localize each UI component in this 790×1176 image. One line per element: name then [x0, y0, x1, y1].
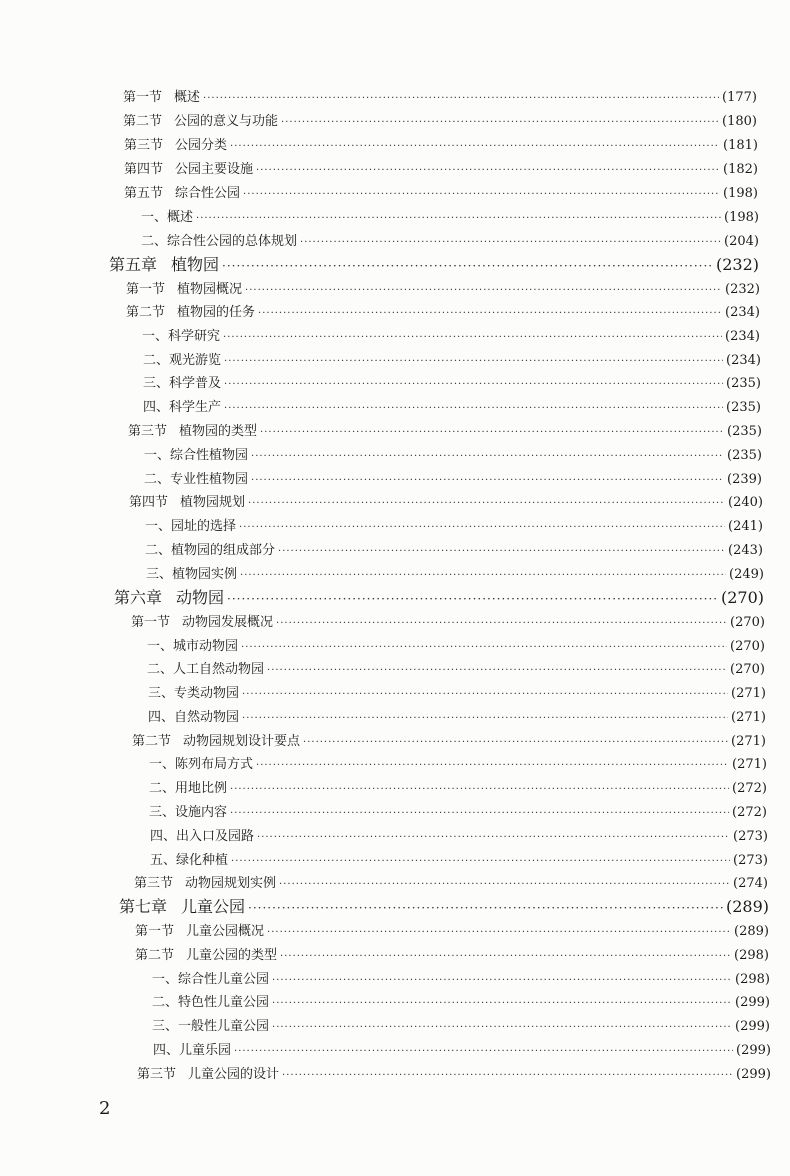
toc-entry-title: 二、植物园的组成部分	[145, 543, 276, 558]
toc-entry-label	[149, 755, 253, 775]
toc-dot-leader	[281, 113, 719, 133]
toc-entry-label	[144, 446, 248, 466]
toc-section-entry	[134, 874, 768, 894]
toc-subitem-entry	[143, 374, 761, 394]
toc-entry-title: 四、出入口及园路	[150, 829, 255, 844]
toc-entry-page: (270)	[730, 615, 765, 630]
toc-entry-page: (274)	[733, 876, 768, 891]
toc-entry-label	[114, 586, 224, 610]
toc-entry-number: 第一节	[123, 90, 163, 105]
toc-dot-leader	[256, 756, 729, 776]
toc-entry-page: (271)	[731, 686, 766, 701]
toc-entry-number: 第二节	[135, 948, 175, 963]
toc-entry-title: 公园分类	[175, 138, 228, 153]
toc-entry-label	[146, 565, 237, 585]
toc-dot-leader	[242, 709, 728, 729]
toc-entry-page: (289)	[734, 924, 769, 939]
toc-entry-label	[143, 351, 221, 371]
toc-entry-label	[135, 922, 264, 942]
toc-entry-label	[131, 613, 273, 633]
toc-dot-leader	[224, 352, 723, 372]
toc-entry-label	[134, 874, 276, 894]
toc-entry-label	[126, 303, 255, 323]
toc-entry-label	[124, 136, 227, 156]
toc-subitem-entry	[152, 993, 770, 1013]
toc-dot-leader	[230, 804, 729, 824]
toc-subitem-entry	[147, 637, 765, 657]
toc-entry-page: (234)	[725, 329, 760, 344]
toc-entry-page: (182)	[723, 162, 758, 177]
toc-dot-leader	[303, 733, 728, 753]
toc-dot-leader	[245, 281, 722, 301]
toc-entry-page: (299)	[735, 1019, 770, 1034]
toc-entry-page: (270)	[730, 662, 765, 677]
toc-section-entry	[124, 160, 758, 180]
toc-entry-title: 四、儿童乐园	[153, 1043, 232, 1058]
toc-subitem-entry	[148, 708, 766, 728]
toc-dot-leader	[222, 254, 713, 278]
toc-section-entry	[128, 422, 762, 442]
toc-entry-title: 动物园发展概况	[182, 615, 274, 630]
toc-entry-title: 植物园	[171, 255, 220, 274]
toc-entry-title: 一、综合性儿童公园	[152, 972, 270, 987]
toc-entry-label	[150, 851, 228, 871]
toc-entry-page: (243)	[728, 543, 763, 558]
toc-entry-page: (272)	[732, 805, 767, 820]
toc-subitem-entry	[149, 755, 767, 775]
toc-entry-title: 儿童公园	[181, 897, 246, 916]
toc-entry-number: 第五章	[109, 255, 158, 274]
toc-entry-label	[145, 541, 275, 561]
toc-dot-leader	[256, 161, 720, 181]
toc-section-entry	[124, 184, 758, 204]
toc-entry-page: (271)	[731, 734, 766, 749]
toc-entry-number: 第一节	[131, 615, 171, 630]
toc-dot-leader	[276, 614, 727, 634]
toc-subitem-entry	[150, 851, 768, 871]
toc-entry-page: (298)	[735, 972, 770, 987]
toc-entry-page: (181)	[723, 138, 758, 153]
toc-dot-leader	[272, 994, 732, 1014]
toc-entry-title: 综合性公园	[175, 186, 241, 201]
toc-entry-page: (232)	[725, 282, 760, 297]
toc-entry-label	[109, 253, 219, 277]
toc-section-entry	[129, 493, 763, 513]
toc-entry-label	[144, 470, 248, 490]
toc-dot-leader	[267, 923, 731, 943]
toc-dot-leader	[203, 89, 719, 109]
toc-subitem-entry	[145, 541, 763, 561]
toc-entry-page: (299)	[735, 995, 770, 1010]
toc-entry-page: (180)	[722, 114, 757, 129]
toc-entry-number: 第三节	[134, 876, 174, 891]
toc-section-entry	[126, 303, 760, 323]
toc-entry-label	[152, 970, 269, 990]
toc-entry-title: 二、特色性儿童公园	[152, 995, 270, 1010]
toc-entry-page: (234)	[726, 353, 761, 368]
toc-dot-leader	[278, 542, 725, 562]
toc-entry-label	[124, 160, 253, 180]
toc-subitem-entry	[146, 565, 764, 585]
toc-dot-leader	[258, 304, 722, 324]
toc-entry-title: 一、陈列布局方式	[149, 757, 254, 772]
toc-entry-page: (198)	[724, 210, 759, 225]
toc-entry-label	[147, 660, 264, 680]
toc-entry-title: 二、综合性公园的总体规划	[141, 234, 298, 249]
toc-dot-leader	[242, 685, 728, 705]
toc-entry-label	[148, 708, 239, 728]
toc-entry-page: (234)	[725, 305, 760, 320]
toc-entry-title: 植物园规划	[180, 495, 246, 510]
toc-entry-title: 二、人工自然动物园	[147, 662, 265, 677]
toc-chapter-entry	[114, 586, 764, 610]
toc-entry-title: 一、园址的选择	[145, 519, 237, 534]
toc-section-entry	[135, 946, 769, 966]
toc-dot-leader	[272, 1018, 732, 1038]
toc-entry-number: 第四节	[124, 162, 164, 177]
toc-entry-number: 第三节	[124, 138, 164, 153]
toc-dot-leader	[224, 399, 723, 419]
toc-entry-title: 三、植物园实例	[146, 567, 238, 582]
toc-entry-title: 二、观光游览	[143, 353, 222, 368]
toc-entry-page: (204)	[724, 234, 759, 249]
toc-dot-leader	[196, 209, 721, 229]
toc-entry-number: 第二节	[123, 114, 163, 129]
toc-entry-page: (198)	[723, 186, 758, 201]
toc-entry-label	[124, 184, 240, 204]
toc-dot-leader	[224, 375, 723, 395]
toc-entry-page: (273)	[733, 829, 768, 844]
toc-entry-title: 三、设施内容	[149, 805, 228, 820]
toc-entry-number: 第一节	[126, 282, 166, 297]
toc-entry-title: 公园主要设施	[175, 162, 254, 177]
toc-dot-leader	[251, 447, 724, 467]
toc-entry-title: 公园的意义与功能	[174, 114, 279, 129]
page-number: 2	[99, 1098, 111, 1119]
toc-entry-page: (273)	[733, 853, 768, 868]
toc-entry-title: 二、专业性植物园	[144, 472, 249, 487]
toc-entry-page: (232)	[715, 255, 759, 274]
toc-entry-number: 第二节	[132, 734, 172, 749]
toc-entry-label	[143, 398, 221, 418]
toc-section-entry	[124, 136, 758, 156]
toc-entry-page: (177)	[722, 90, 757, 105]
toc-section-entry	[132, 732, 766, 752]
toc-dot-leader	[231, 852, 730, 872]
toc-dot-leader	[272, 971, 732, 991]
toc-entry-label	[147, 637, 238, 657]
toc-subitem-entry	[145, 517, 763, 537]
toc-dot-leader	[282, 1066, 733, 1086]
toc-entry-page: (240)	[728, 495, 763, 510]
toc-entry-page: (235)	[726, 376, 761, 391]
toc-entry-label	[141, 208, 193, 228]
toc-section-entry	[131, 613, 765, 633]
toc-entry-page: (299)	[736, 1043, 771, 1058]
toc-entry-number: 第二节	[126, 305, 166, 320]
toc-entry-page: (270)	[730, 639, 765, 654]
toc-dot-leader	[248, 896, 723, 920]
toc-entry-label	[129, 493, 245, 513]
toc-subitem-entry	[141, 208, 759, 228]
toc-entry-title: 一、城市动物园	[147, 639, 239, 654]
toc-chapter-entry	[119, 895, 769, 919]
toc-chapter-entry	[109, 253, 759, 277]
toc-entry-title: 植物园的类型	[179, 424, 258, 439]
toc-entry-title: 儿童公园概况	[186, 924, 265, 939]
toc-section-entry	[126, 280, 760, 300]
toc-dot-leader	[227, 587, 718, 611]
toc-entry-number: 第三节	[137, 1067, 177, 1082]
toc-dot-leader	[280, 947, 731, 967]
toc-entry-label	[149, 803, 227, 823]
toc-entry-label	[132, 732, 300, 752]
toc-dot-leader	[251, 471, 724, 491]
toc-dot-leader	[241, 638, 727, 658]
toc-dot-leader	[248, 494, 725, 514]
toc-subitem-entry	[150, 827, 768, 847]
toc-dot-leader	[300, 233, 721, 253]
toc-entry-title: 三、一般性儿童公园	[152, 1019, 270, 1034]
toc-subitem-entry	[141, 232, 759, 252]
toc-dot-leader	[243, 185, 720, 205]
toc-subitem-entry	[153, 1041, 771, 1061]
toc-entry-label	[152, 993, 269, 1013]
toc-entry-label	[126, 280, 242, 300]
toc-entry-number: 第七章	[119, 897, 168, 916]
toc-entry-label	[119, 895, 245, 919]
toc-entry-title: 儿童公园的类型	[186, 948, 278, 963]
toc-entry-label	[135, 946, 277, 966]
toc-entry-page: (239)	[727, 472, 762, 487]
toc-dot-leader	[257, 828, 730, 848]
toc-entry-label	[142, 327, 220, 347]
toc-entry-title: 概述	[174, 90, 201, 105]
toc-dot-leader	[234, 1042, 733, 1062]
toc-subitem-entry	[149, 779, 767, 799]
toc-entry-page: (299)	[736, 1067, 771, 1082]
toc-entry-label	[123, 88, 200, 108]
toc-section-entry	[137, 1065, 771, 1085]
toc-entry-page: (241)	[728, 519, 763, 534]
toc-section-entry	[123, 88, 757, 108]
toc-entry-page: (271)	[731, 710, 766, 725]
toc-dot-leader	[240, 566, 726, 586]
toc-subitem-entry	[149, 803, 767, 823]
toc-dot-leader	[223, 328, 722, 348]
toc-entry-title: 儿童公园的设计	[188, 1067, 280, 1082]
toc-entry-title: 一、科学研究	[142, 329, 221, 344]
toc-entry-page: (235)	[727, 448, 762, 463]
toc-entry-number: 第一节	[135, 924, 175, 939]
toc-dot-leader	[239, 518, 725, 538]
toc-dot-leader	[230, 137, 720, 157]
toc-entry-label	[150, 827, 254, 847]
toc-entry-title: 三、专类动物园	[148, 686, 240, 701]
toc-entry-title: 植物园概况	[177, 282, 243, 297]
toc-entry-page: (270)	[720, 588, 764, 607]
toc-dot-leader	[267, 661, 727, 681]
toc-entry-title: 三、科学普及	[143, 376, 222, 391]
toc-subitem-entry	[143, 398, 761, 418]
toc-entry-page: (272)	[732, 781, 767, 796]
toc-entry-title: 五、绿化种植	[150, 853, 229, 868]
toc-entry-label	[148, 684, 239, 704]
toc-entry-title: 植物园的任务	[177, 305, 256, 320]
toc-entry-label	[128, 422, 257, 442]
toc-entry-number: 第三节	[128, 424, 168, 439]
toc-entry-page: (249)	[729, 567, 764, 582]
toc-entry-page: (271)	[732, 757, 767, 772]
toc-entry-title: 一、综合性植物园	[144, 448, 249, 463]
toc-section-entry	[123, 112, 757, 132]
toc-entry-number: 第六章	[114, 588, 163, 607]
toc-entry-title: 动物园规划设计要点	[183, 734, 301, 749]
toc-entry-title: 四、自然动物园	[148, 710, 240, 725]
toc-subitem-entry	[147, 660, 765, 680]
toc-entry-label	[149, 779, 227, 799]
toc-entry-title: 动物园	[176, 588, 225, 607]
toc-entry-label	[153, 1041, 231, 1061]
toc-entry-page: (235)	[727, 424, 762, 439]
toc-entry-title: 二、用地比例	[149, 781, 228, 796]
toc-entry-title: 动物园规划实例	[185, 876, 277, 891]
toc-dot-leader	[230, 780, 729, 800]
toc-entry-title: 一、概述	[141, 210, 194, 225]
toc-entry-label	[152, 1017, 269, 1037]
toc-subitem-entry	[144, 446, 762, 466]
toc-subitem-entry	[142, 327, 760, 347]
toc-dot-leader	[279, 875, 730, 895]
toc-dot-leader	[260, 423, 724, 443]
toc-subitem-entry	[152, 970, 770, 990]
toc-subitem-entry	[148, 684, 766, 704]
toc-entry-number: 第五节	[124, 186, 164, 201]
toc-entry-label	[143, 374, 221, 394]
toc-entry-page: (298)	[734, 948, 769, 963]
toc-subitem-entry	[144, 470, 762, 490]
toc-entry-page: (289)	[725, 897, 769, 916]
toc-entry-label	[123, 112, 278, 132]
toc-entry-title: 四、科学生产	[143, 400, 222, 415]
toc-entry-label	[141, 232, 297, 252]
toc-entry-label	[137, 1065, 279, 1085]
toc-entry-page: (235)	[726, 400, 761, 415]
toc-section-entry	[135, 922, 769, 942]
toc-entry-label	[145, 517, 236, 537]
toc-subitem-entry	[152, 1017, 770, 1037]
toc-entry-number: 第四节	[129, 495, 169, 510]
toc-subitem-entry	[143, 351, 761, 371]
